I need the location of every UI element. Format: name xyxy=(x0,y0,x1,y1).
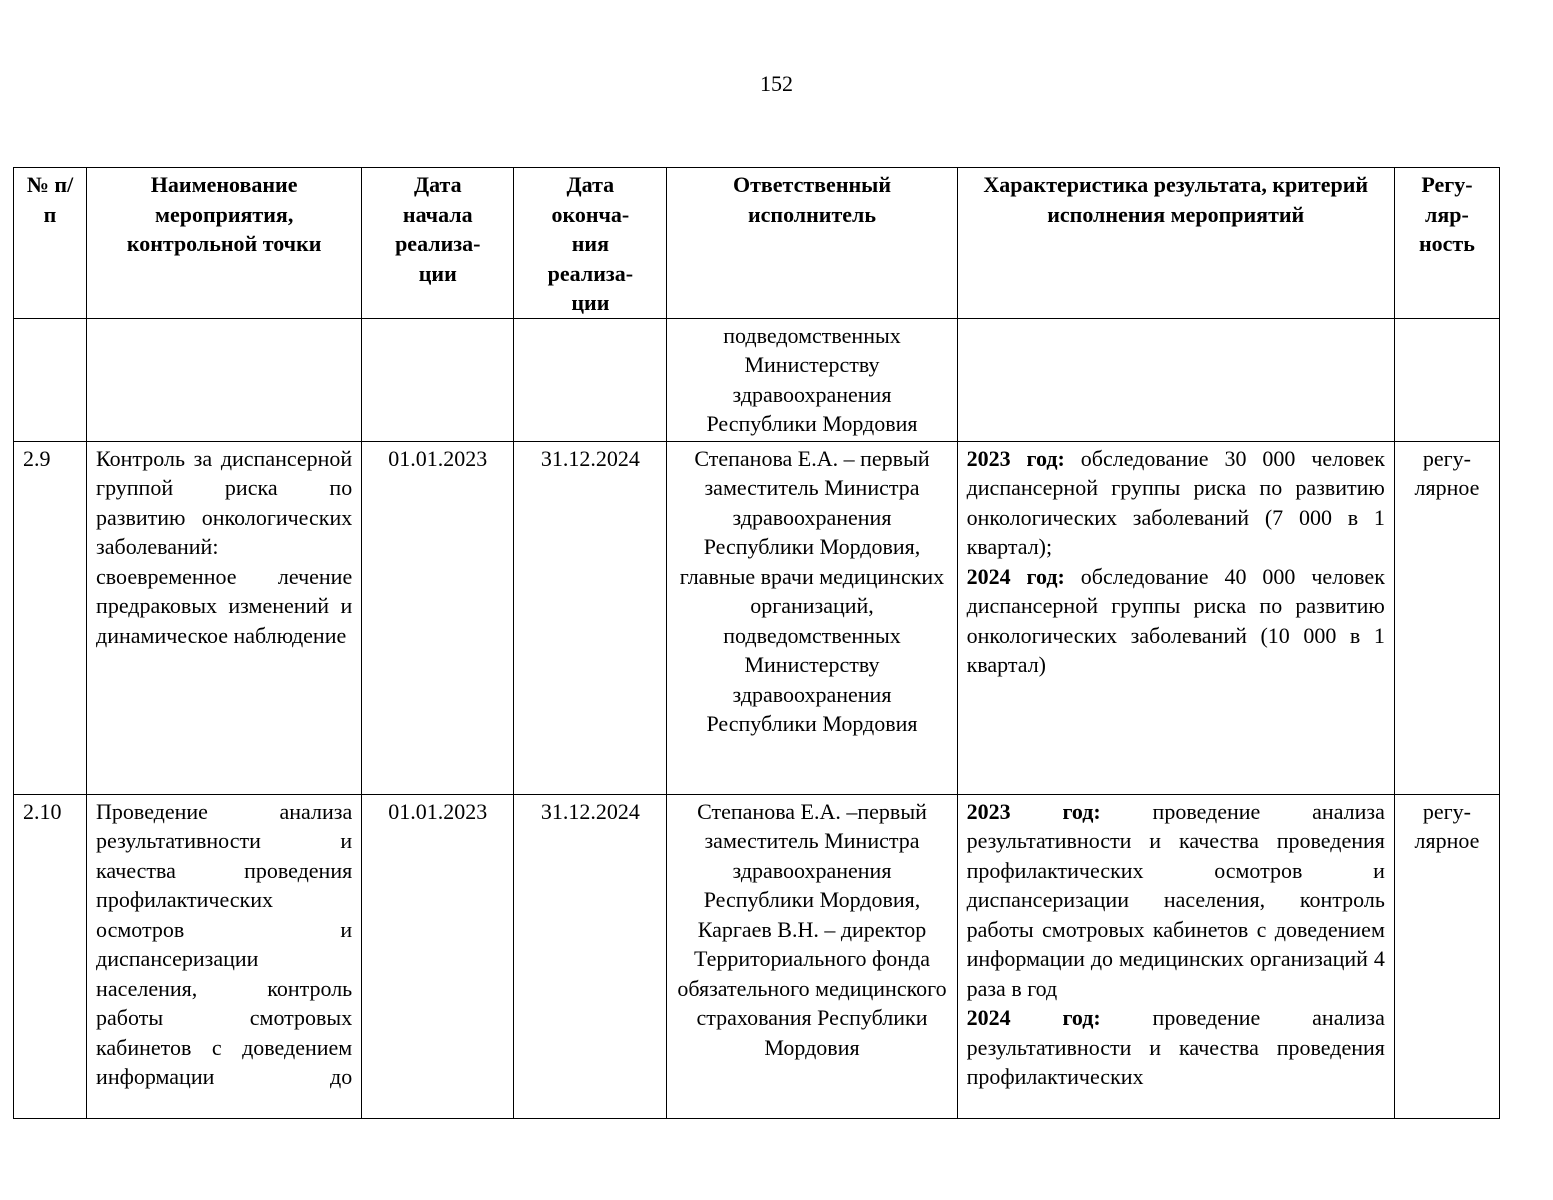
row-end-date: 31.12.2024 xyxy=(514,441,667,794)
header-name: Наименование мероприятия, контрольной точки xyxy=(87,168,362,319)
result-2024-text: проведение анализа результативности и качества проведения профилактических xyxy=(966,1005,1385,1089)
header-result: Характеристика результата, критерий исполнения мероприятий xyxy=(957,168,1394,319)
row-regularity xyxy=(1394,318,1499,441)
row-name: Проведение анализа результативности и качества проведения профилактических осмотров и диспансеризации населения, контроль работы смотровых кабинетов с доведением информации до xyxy=(87,794,362,1118)
table-header xyxy=(14,168,1500,319)
row-num xyxy=(14,318,87,441)
table-row xyxy=(14,441,1500,794)
row-num: 2.9 xyxy=(14,441,87,794)
result-2024-label: 2024 год: xyxy=(966,1005,1101,1030)
row-responsible: Степанова Е.А. – первый заместитель Министра здравоохранения Республики Мордовия, главные врачи медицинских организаций, подведомственных Министерству здравоохранения Республики Мордовия xyxy=(667,441,957,794)
result-2023-label: 2023 год: xyxy=(966,798,1101,824)
row-name: Контроль за диспансерной группой риска по развитию онкологических заболеваний: своевременное лечение предраковых изменений и динамическое наблюдение xyxy=(87,441,362,794)
result-2023-text: обследование 30 000 человек диспансерной группы риска по развитию онкологических заболеваний (7 000 в 1 квартал); xyxy=(966,445,1385,559)
header-start-date: Дата начала реализа- ции xyxy=(362,168,514,319)
table-row xyxy=(14,794,1500,1118)
row-num: 2.10 xyxy=(14,794,87,1118)
result-2023-label: 2023 год: xyxy=(966,445,1065,471)
result-2024-label: 2024 год: xyxy=(966,563,1065,589)
header-end-date: Дата оконча- ния реализа- ции xyxy=(514,168,667,319)
header-regularity: Регу- ляр- ность xyxy=(1394,168,1499,319)
row-result xyxy=(957,318,1394,441)
row-regularity: регу- лярное xyxy=(1394,794,1499,1118)
row-regularity: регу- лярное xyxy=(1394,441,1499,794)
row-start-date: 01.01.2023 xyxy=(362,794,514,1118)
activities-table xyxy=(13,167,1500,1119)
row-start-date: 01.01.2023 xyxy=(362,441,514,794)
header-responsible: Ответственный исполнитель xyxy=(667,168,957,319)
row-start-date xyxy=(362,318,514,441)
row-responsible: подведомственных Министерству здравоохранения Республики Мордовия xyxy=(667,318,957,441)
row-result xyxy=(957,441,1394,794)
header-num: № п/п xyxy=(14,168,87,319)
table-row xyxy=(14,318,1500,441)
row-result xyxy=(957,794,1394,1118)
result-2024-text: обследование 40 000 человек диспансерной группы риска по развитию онкологических заболеваний (10 000 в 1 квартал) xyxy=(966,563,1385,677)
page-number: 152 xyxy=(760,71,793,96)
result-2023-text: проведение анализа результативности и качества проведения профилактических осмотров и диспансеризации населения, контроль работы смотровых кабинетов с доведением информации до медицинских организаций 4 раза в год xyxy=(966,798,1385,1001)
row-end-date: 31.12.2024 xyxy=(514,794,667,1118)
row-responsible: Степанова Е.А. –первый заместитель Министра здравоохранения Республики Мордовия, Каргаев В.Н. – директор Территориального фонда обязательного медицинского страхования Республики Мордовия xyxy=(667,794,957,1118)
row-end-date xyxy=(514,318,667,441)
row-name xyxy=(87,318,362,441)
